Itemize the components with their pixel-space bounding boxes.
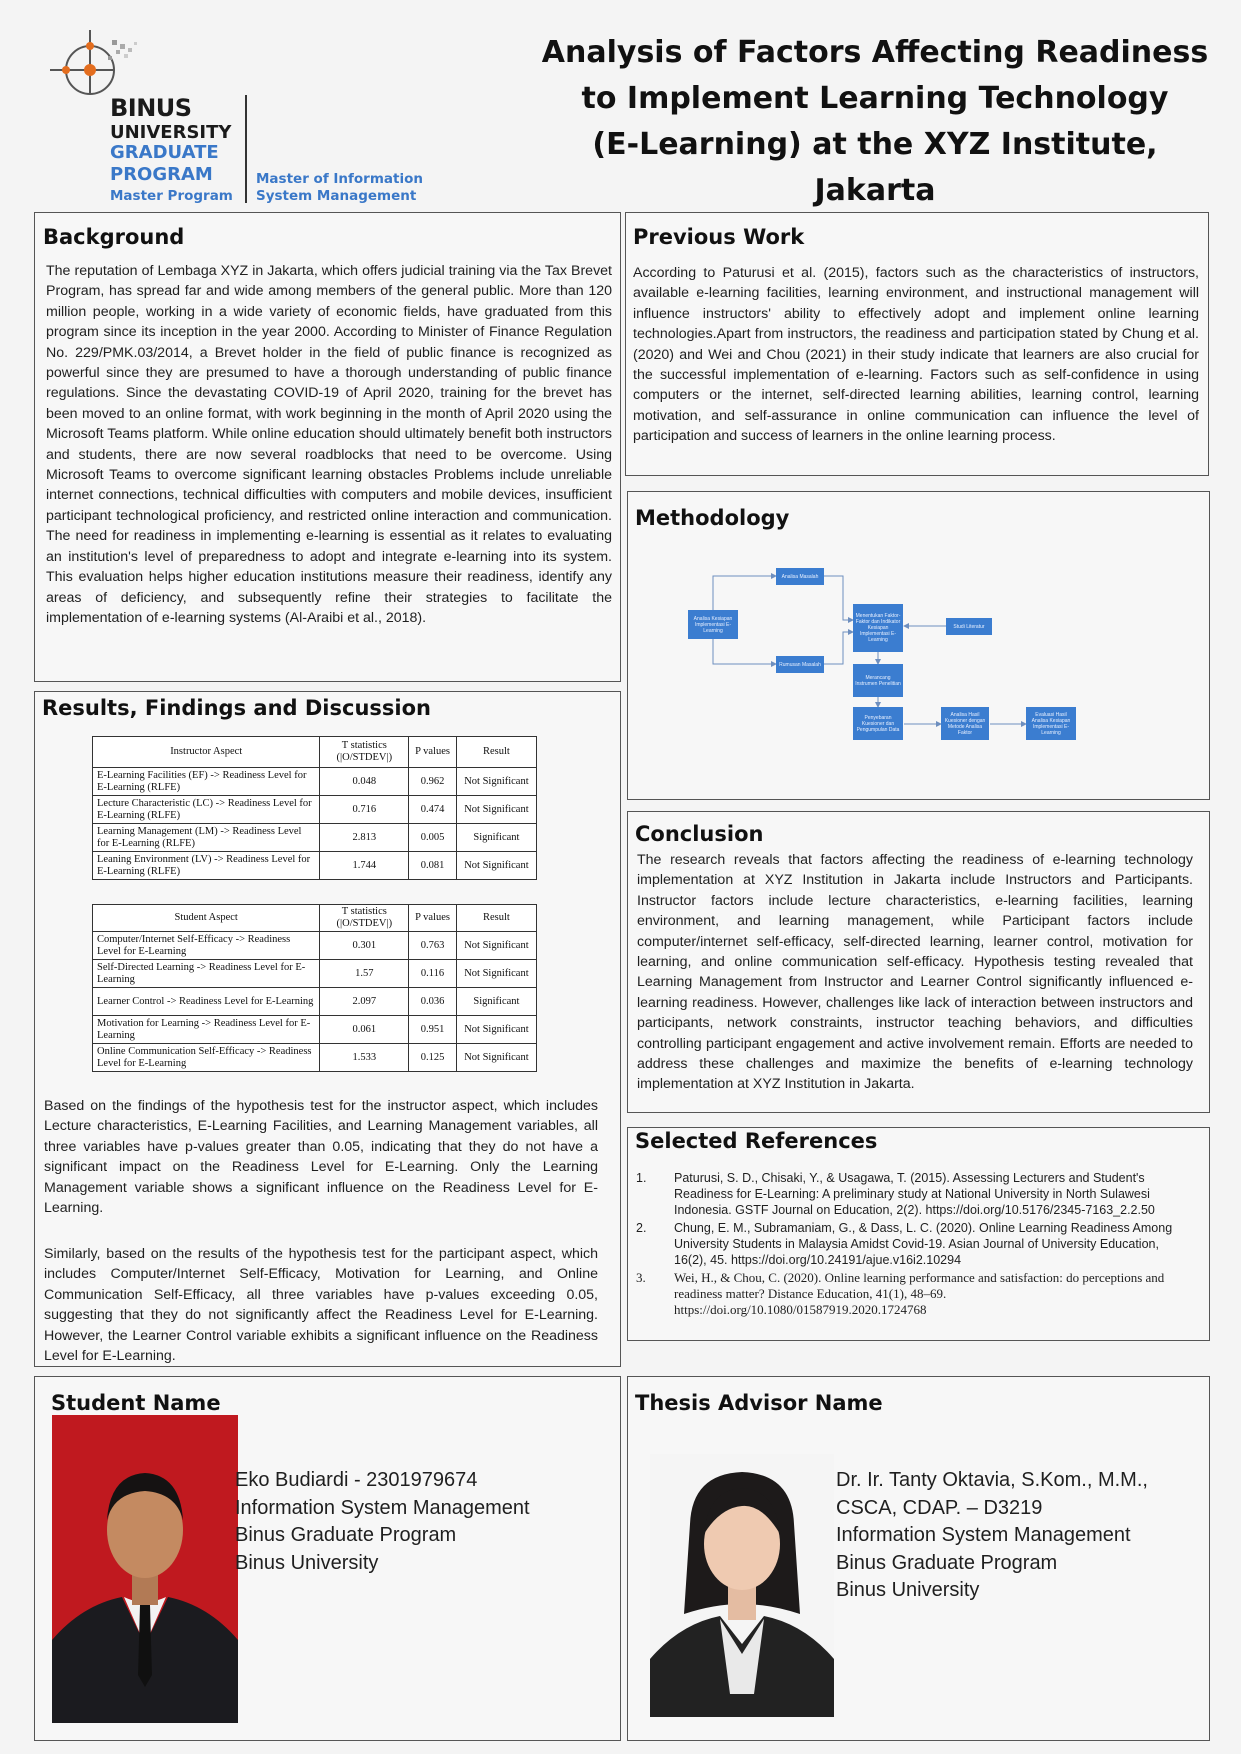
flow-node-evaluasi-hasil: Evaluasi Hasil Analisa Kesiapan Implementasi E-Learning [1026, 707, 1076, 740]
logo-master-program-text: Master Program [110, 188, 233, 204]
flowchart-arrows [688, 568, 1128, 784]
aspect-cell: Leaning Environment (LV) -> Readiness Level for E-Learning (RLFE) [93, 852, 320, 880]
aspect-cell: E-Learning Facilities (EF) -> Readiness Level for E-Learning (RLFE) [93, 768, 320, 796]
references-heading: Selected References [635, 1129, 878, 1153]
p-value-cell: 0.951 [409, 1016, 457, 1044]
col-header: Result [456, 905, 536, 932]
methodology-flowchart [688, 568, 1128, 784]
previous-work-heading: Previous Work [633, 225, 805, 249]
result-cell: Not Significant [456, 1044, 536, 1072]
logo-graduate-text: GRADUATE [110, 142, 219, 163]
title-line-1: Analysis of Factors Affecting Readiness [541, 35, 1209, 70]
logo-university-text: UNIVERSITY [110, 122, 232, 143]
p-value-cell: 0.474 [409, 796, 457, 824]
flow-node-rumusan-masalah: Rumusan Masalah [776, 656, 824, 673]
methodology-section [627, 491, 1210, 800]
table-header-row [93, 737, 537, 768]
conclusion-text: The research reveals that factors affecting the readiness of e-learning technology implementation at XYZ Institution in Jakarta include Instructors and Participants. Instructor factors include lecture characteristics, e-learning facilities, learning environment, and learning management, while Participant factors include computer/internet self-efficacy, self-directed learning, learner control, motivation for learning, and online communication self-efficacy. Hypothesis testing revealed that Learning Management from Instructor and Learner Control significantly influenced e-learning readiness. However, challenges like lack of interaction between instructors and participants, network constraints, instructor teaching behaviors, and difficulties controlling participant engagement and active involvement remain. Efforts are needed to address these challenges and maximize the benefits of e-learning technology implementation at XYZ Institution in Jakarta. [637, 852, 1193, 1093]
logo-mism-line2: System Management [256, 188, 417, 204]
t-stat-cell: 1.533 [320, 1044, 409, 1072]
results-text-instructor: Based on the findings of the hypothesis test for the instructor aspect, which includes Lecture characteristics, E-Learning Facilities, and Learning Management variables, all three variables have p-values greater than 0.05, indicating that they do not have a significant impact on the Readiness Level for E-Learning. Only the Learning Management variable shows a significant influence on the Readiness Level for E-Learning. [44, 1098, 598, 1217]
p-value-cell: 0.116 [409, 960, 457, 988]
aspect-cell: Lecture Characteristic (LC) -> Readiness Level for E-Learning (RLFE) [93, 796, 320, 824]
flow-node-analisa-kesiapan: Analisa Kesiapan Implementasi E-Learning [688, 610, 738, 639]
table-row [93, 852, 537, 880]
results-section [34, 691, 621, 1367]
advisor-university: Binus University [836, 1579, 980, 1601]
p-value-cell: 0.962 [409, 768, 457, 796]
p-value-cell: 0.763 [409, 932, 457, 960]
aspect-cell: Motivation for Learning -> Readiness Level for E-Learning [93, 1016, 320, 1044]
student-photo [52, 1415, 238, 1723]
col-header: T statistics (|O/STDEV|) [320, 737, 409, 768]
poster-title [540, 30, 1210, 214]
advisor-program: Information System Management [836, 1524, 1131, 1546]
col-header: Result [456, 737, 536, 768]
previous-work-section [625, 212, 1209, 476]
reference-text: Paturusi, S. D., Chisaki, Y., & Usagawa, T. (2015). Assessing Lecturers and Student's Readiness for E-Learning: A preliminary study at National University in North Sulawesi Indonesia. GSTF Journal on Education, 2(2). https://doi.org/10.5176/2345-7163_2.2.50 [674, 1171, 1155, 1217]
t-stat-cell: 0.301 [320, 932, 409, 960]
aspect-cell: Self-Directed Learning -> Readiness Level for E-Learning [93, 960, 320, 988]
logo-divider [245, 95, 247, 203]
result-cell: Not Significant [456, 932, 536, 960]
t-stat-cell: 2.813 [320, 824, 409, 852]
student-program: Information System Management [235, 1496, 530, 1519]
t-stat-cell: 0.716 [320, 796, 409, 824]
advisor-heading: Thesis Advisor Name [635, 1391, 883, 1415]
student-heading: Student Name [51, 1391, 221, 1415]
advisor-photo [650, 1454, 834, 1717]
advisor-name-1: Dr. Ir. Tanty Oktavia, S.Kom., M.M., [836, 1469, 1148, 1491]
result-cell: Not Significant [456, 768, 536, 796]
table-header-row [93, 905, 537, 932]
references-list [636, 1170, 1191, 1320]
t-stat-cell: 2.097 [320, 988, 409, 1016]
p-value-cell: 0.125 [409, 1044, 457, 1072]
student-university: Binus University [235, 1551, 379, 1574]
p-value-cell: 0.081 [409, 852, 457, 880]
reference-number: 2. [636, 1221, 647, 1235]
methodology-heading: Methodology [635, 506, 790, 530]
reference-item [636, 1170, 1191, 1218]
table-row [93, 960, 537, 988]
flow-node-merancang-instrumen: Merancang Instrumen Penelitian [853, 664, 903, 697]
flow-node-penyebaran-kuesioner: Penyebaran Kuesioner dan Pengumpulan Data [853, 707, 903, 740]
aspect-cell: Online Communication Self-Efficacy -> Readiness Level for E-Learning [93, 1044, 320, 1072]
result-cell: Not Significant [456, 852, 536, 880]
result-cell: Not Significant [456, 796, 536, 824]
col-header: Student Aspect [93, 905, 320, 932]
advisor-section [627, 1376, 1210, 1741]
student-results-table [92, 904, 537, 1072]
student-name-id: Eko Budiardi - 2301979674 [235, 1469, 478, 1491]
col-header: P values [409, 905, 457, 932]
title-line-2: to Implement Learning Technology [581, 81, 1169, 116]
table-row [93, 1016, 537, 1044]
p-value-cell: 0.036 [409, 988, 457, 1016]
logo-program-text: PROGRAM [110, 164, 213, 185]
previous-work-text: According to Paturusi et al. (2015), factors such as the characteristics of instructors, available e-learning facilities, learning environment, and instructional management will influence instructors' ability to effectively adopt and implement online learning technologies.Apart from instructors, the readiness and participation stated by Chung et al. (2020) and Wei and Chou (2021) in their study indicate that learners are also crucial for the successful implementation of e-learning. Factors such as self-confidence in using computers or the internet, self-directed learning abilities, learning control, learning motivation, and self-assurance in online communication can influence the level of participation and success of learners in the online learning process. [633, 265, 1199, 445]
reference-text: Chung, E. M., Subramaniam, G., & Dass, L. C. (2020). Online Learning Readiness Among University Students in Malaysia Amidst Covid-19. Asian Journal of University Education, 16(2), 45. https://doi.org/10.24191/ajue.v16i2.10294 [674, 1221, 1173, 1267]
conclusion-section [627, 811, 1210, 1113]
instructor-results-table [92, 736, 537, 880]
references-section [627, 1127, 1210, 1341]
result-cell: Not Significant [456, 1016, 536, 1044]
result-cell: Not Significant [456, 960, 536, 988]
table-row [93, 932, 537, 960]
p-value-cell: 0.005 [409, 824, 457, 852]
reference-number: 3. [636, 1270, 646, 1285]
advisor-graduate-program: Binus Graduate Program [836, 1551, 1058, 1574]
reference-number: 1. [636, 1171, 647, 1185]
advisor-info [836, 1467, 1148, 1605]
result-cell: Significant [456, 988, 536, 1016]
background-heading: Background [43, 225, 185, 249]
table-row [93, 988, 537, 1016]
student-portrait-icon [52, 1415, 238, 1723]
table-row [93, 796, 537, 824]
reference-text: Wei, H., & Chou, C. (2020). Online learning performance and satisfaction: do perceptions and readiness matter? Distance Education, 41(1), 48–69. https://doi.org/10.1080/01587919.2020.1724768 [674, 1270, 1165, 1317]
background-text: The reputation of Lembaga XYZ in Jakarta, which offers judicial training via the Tax Brevet Program, has spread far and wide among members of the general public. More than 120 million people, working in a wide variety of economic fields, have graduated from this program since its inception in the year 2000. According to Minister of Finance Regulation No. 229/PMK.03/2014, a Brevet holder in the field of public finance is recognized as powerful since they are presumed to have a thorough understanding of public finance regulations. Since the devastating COVID-19 of April 2020, training for the brevet has been moved to an online format, with work beginning in the month of April 2020 using the Microsoft Teams platform. While online education should ultimately benefit both instructors and students, there are now several roadblocks that need to be overcome. Using Microsoft Teams to overcome significant learning obstacles Problems include unreliable internet connections, technical difficulties with computers and mobile devices, insufficient participant technological proficiency, and restricted online interaction and communication. The need for readiness in implementing e-learning is essential as it relates to evaluating an institution's level of preparedness to adopt and integrate e-learning into its system. This evaluation helps higher education institutions measure their readiness, identify any areas of deficiency, and subsequently refine their strategies to facilitate the implementation of e-learning systems (Al-Araibi et al., 2018). [46, 263, 612, 626]
advisor-name-2: CSCA, CDAP. – D3219 [836, 1496, 1043, 1519]
advisor-portrait-icon [650, 1454, 834, 1717]
student-info [235, 1467, 530, 1577]
reference-item [636, 1270, 1191, 1318]
results-heading: Results, Findings and Discussion [42, 696, 431, 720]
t-stat-cell: 1.57 [320, 960, 409, 988]
aspect-cell: Learning Management (LM) -> Readiness Level for E-Learning (RLFE) [93, 824, 320, 852]
flow-node-analisa-masalah: Analisa Masalah [776, 568, 824, 585]
col-header: Instructor Aspect [93, 737, 320, 768]
table-row [93, 824, 537, 852]
col-header: T statistics (|O/STDEV|) [320, 905, 409, 932]
binus-logo [50, 30, 450, 205]
table-row [93, 1044, 537, 1072]
t-stat-cell: 0.048 [320, 768, 409, 796]
results-text-student: Similarly, based on the results of the hypothesis test for the participant aspect, which includes Computer/Internet Self-Efficacy, Motivation for Learning, and Online Communication Self-Efficacy, all three variables have p-values exceeding 0.05, suggesting that they do not significantly affect the Readiness Level for E-Learning. However, the Learner Control variable exhibits a significant influence on the Readiness Level for E-Learning. [44, 1246, 598, 1365]
reference-item [636, 1220, 1191, 1268]
table-row [93, 768, 537, 796]
background-section [34, 212, 621, 682]
logo-binus-text: BINUS [110, 94, 192, 122]
student-graduate-program: Binus Graduate Program [235, 1524, 457, 1546]
logo-mism-line1: Master of Information [256, 171, 423, 187]
student-section [34, 1376, 621, 1741]
flow-node-analisa-hasil: Analisa Hasil Kuesioner dengan Metode Analisa Faktor [941, 707, 989, 740]
t-stat-cell: 1.744 [320, 852, 409, 880]
col-header: P values [409, 737, 457, 768]
t-stat-cell: 0.061 [320, 1016, 409, 1044]
title-line-3: (E-Learning) at the XYZ Institute, Jakarta [592, 127, 1158, 208]
flow-node-studi-literatur: Studi Literatur [946, 618, 992, 635]
result-cell: Significant [456, 824, 536, 852]
aspect-cell: Learner Control -> Readiness Level for E-Learning [93, 988, 320, 1016]
aspect-cell: Computer/Internet Self-Efficacy -> Readiness Level for E-Learning [93, 932, 320, 960]
flow-node-menentukan-faktor: Menentukan Faktor-Faktor dan Indikator Kesiapan Implementasi E-Learning [853, 604, 903, 652]
conclusion-heading: Conclusion [635, 822, 764, 846]
